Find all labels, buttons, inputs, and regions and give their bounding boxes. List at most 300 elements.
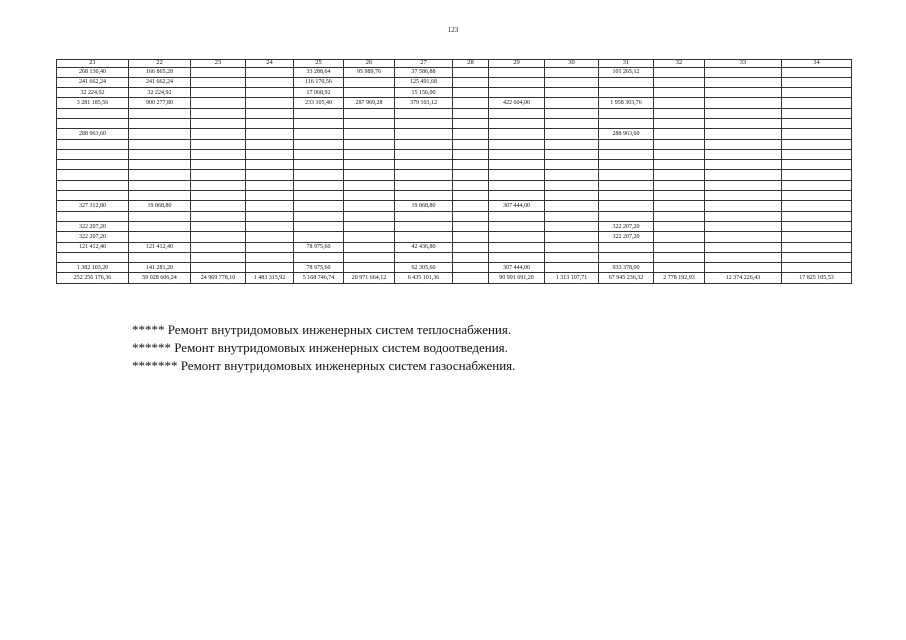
table-cell: 241 662,24 (57, 77, 129, 87)
table-cell (453, 129, 489, 139)
table-cell (129, 160, 191, 170)
table-cell: 24 969 778,10 (191, 273, 246, 283)
table-cell (57, 211, 129, 221)
table-cell (599, 180, 654, 190)
column-header: 21 (57, 60, 129, 68)
table-cell (705, 108, 782, 118)
table-cell (57, 170, 129, 180)
table-cell (705, 129, 782, 139)
column-header: 26 (344, 60, 395, 68)
table-cell: 62 305,60 (395, 263, 453, 273)
table-cell (129, 139, 191, 149)
table-cell (705, 221, 782, 231)
table-cell (191, 252, 246, 262)
table-cell (599, 108, 654, 118)
table-cell: 287 969,28 (344, 98, 395, 108)
table-cell: 17 825 105,53 (782, 273, 852, 283)
table-cell: 241 662,24 (129, 77, 191, 87)
table-cell (599, 252, 654, 262)
table-row (57, 180, 852, 190)
table-cell (129, 232, 191, 242)
table-cell (654, 149, 705, 159)
column-header: 33 (705, 60, 782, 68)
table-cell (191, 108, 246, 118)
table-cell (129, 170, 191, 180)
table-cell: 42 436,80 (395, 242, 453, 252)
table-cell (599, 201, 654, 211)
table-cell (191, 170, 246, 180)
table-cell: 307 444,00 (489, 201, 545, 211)
table-cell (453, 67, 489, 77)
table-cell (246, 211, 294, 221)
table-cell: 379 103,12 (395, 98, 453, 108)
table-cell (246, 67, 294, 77)
table-cell (489, 180, 545, 190)
table-cell (453, 263, 489, 273)
table-cell (453, 242, 489, 252)
table-row (57, 108, 852, 118)
table-cell (191, 211, 246, 221)
column-header: 31 (599, 60, 654, 68)
table-cell (294, 118, 344, 128)
table-cell: 5 168 746,74 (294, 273, 344, 283)
table-cell (246, 221, 294, 231)
table-cell (545, 98, 599, 108)
table-cell: 19 868,80 (395, 201, 453, 211)
table-cell (545, 77, 599, 87)
table-row (57, 170, 852, 180)
table-cell (57, 160, 129, 170)
table-cell (191, 129, 246, 139)
table-cell (395, 139, 453, 149)
table-cell (294, 252, 344, 262)
table-cell: 141 281,20 (129, 263, 191, 273)
table-cell (705, 160, 782, 170)
table-cell (57, 191, 129, 201)
table-cell (344, 232, 395, 242)
table-cell (705, 201, 782, 211)
table-cell: 3 281 185,56 (57, 98, 129, 108)
table-cell (395, 118, 453, 128)
column-header: 23 (191, 60, 246, 68)
table-cell: 78 975,60 (294, 242, 344, 252)
table-cell (129, 252, 191, 262)
table-cell (191, 242, 246, 252)
table-cell (246, 139, 294, 149)
table-cell (545, 67, 599, 77)
header-row (57, 60, 852, 68)
table-cell (545, 252, 599, 262)
table-cell (191, 191, 246, 201)
table-cell (599, 77, 654, 87)
table-cell: 17 068,92 (294, 88, 344, 98)
footnote-drainage: ****** Ремонт внутридомовых инженерных систем водоотведения. (132, 340, 508, 355)
table-cell (489, 160, 545, 170)
table-cell (489, 77, 545, 87)
table-cell (545, 232, 599, 242)
table-cell (191, 149, 246, 159)
table-cell (599, 242, 654, 252)
table-cell (489, 170, 545, 180)
table-cell: 422 604,00 (489, 98, 545, 108)
table-cell: 933 378,00 (599, 263, 654, 273)
table-cell (782, 118, 852, 128)
table-cell (599, 191, 654, 201)
table-cell (782, 180, 852, 190)
table-cell (246, 242, 294, 252)
table-cell (705, 77, 782, 87)
table-cell (705, 242, 782, 252)
footnotes (132, 321, 515, 375)
table-cell (782, 139, 852, 149)
total-row (57, 273, 852, 283)
table-cell (782, 77, 852, 87)
table-cell (654, 67, 705, 77)
table-cell (654, 191, 705, 201)
table-cell: 6 435 101,36 (395, 273, 453, 283)
table-cell (294, 191, 344, 201)
column-header: 25 (294, 60, 344, 68)
table-cell (453, 273, 489, 283)
table-cell (344, 201, 395, 211)
table-cell (654, 180, 705, 190)
column-header: 32 (654, 60, 705, 68)
table-cell (344, 88, 395, 98)
table-cell (654, 242, 705, 252)
table-cell (545, 118, 599, 128)
table-cell (782, 232, 852, 242)
table-cell (782, 160, 852, 170)
table-row (57, 252, 852, 262)
table-row (57, 139, 852, 149)
table-cell: 900 277,80 (129, 98, 191, 108)
table-cell (489, 191, 545, 201)
table-cell (344, 221, 395, 231)
table-cell (782, 263, 852, 273)
table-cell (489, 118, 545, 128)
table-row (57, 211, 852, 221)
table-cell (57, 180, 129, 190)
table-cell (599, 211, 654, 221)
table-cell (294, 201, 344, 211)
table-cell (453, 191, 489, 201)
table-cell (191, 88, 246, 98)
table-cell (294, 180, 344, 190)
table-cell (545, 242, 599, 252)
table-cell: 2 778 192,93 (654, 273, 705, 283)
table-cell (489, 242, 545, 252)
table-cell (344, 139, 395, 149)
table-cell (453, 160, 489, 170)
table-cell (782, 221, 852, 231)
table-row (57, 129, 852, 139)
table-cell (782, 98, 852, 108)
column-header: 29 (489, 60, 545, 68)
table-cell (453, 139, 489, 149)
column-header: 22 (129, 60, 191, 68)
table-cell (545, 129, 599, 139)
table-cell (191, 139, 246, 149)
table-cell: 101 265,12 (599, 67, 654, 77)
table-cell (246, 149, 294, 159)
table-cell (705, 211, 782, 221)
table-cell (489, 67, 545, 77)
table-cell: 233 105,40 (294, 98, 344, 108)
table-cell (191, 180, 246, 190)
table-cell (654, 118, 705, 128)
table-cell (782, 149, 852, 159)
table-cell (705, 67, 782, 77)
table-cell: 288 963,60 (57, 129, 129, 139)
table-cell (294, 232, 344, 242)
table-cell (453, 221, 489, 231)
table-cell (246, 263, 294, 273)
table-cell (344, 118, 395, 128)
table-cell (453, 252, 489, 262)
table-cell (453, 88, 489, 98)
table-cell (705, 232, 782, 242)
table-cell: 19 868,80 (129, 201, 191, 211)
table-row (57, 201, 852, 211)
table-cell: 78 975,60 (294, 263, 344, 273)
table-cell: 288 963,60 (599, 129, 654, 139)
table-cell (782, 191, 852, 201)
table-cell: 1 483 315,92 (246, 273, 294, 283)
table-cell (395, 180, 453, 190)
table-cell (246, 118, 294, 128)
table-cell (395, 129, 453, 139)
footnote-heating: ***** Ремонт внутридомовых инженерных систем теплоснабжения. (132, 322, 512, 337)
table-cell: 59 028 606,24 (129, 273, 191, 283)
table-cell (344, 149, 395, 159)
table-cell: 268 130,40 (57, 67, 129, 77)
table-cell: 90 991 691,20 (489, 273, 545, 283)
table-cell: 67 945 236,32 (599, 273, 654, 283)
table-cell (246, 180, 294, 190)
table-cell (654, 263, 705, 273)
table-cell (246, 170, 294, 180)
table-cell (453, 180, 489, 190)
table-cell (129, 118, 191, 128)
table-row (57, 242, 852, 252)
table-cell (705, 263, 782, 273)
table-cell (599, 139, 654, 149)
table-cell (453, 149, 489, 159)
table-cell (246, 129, 294, 139)
table-cell (705, 252, 782, 262)
table-cell (191, 160, 246, 170)
table-cell: 32 224,92 (129, 88, 191, 98)
table-cell (294, 170, 344, 180)
table-cell (246, 232, 294, 242)
table-cell (489, 88, 545, 98)
table-cell (599, 149, 654, 159)
table-cell (489, 252, 545, 262)
table-cell (395, 211, 453, 221)
table-cell (705, 98, 782, 108)
column-header: 30 (545, 60, 599, 68)
table-cell: 322 207,20 (57, 232, 129, 242)
table-cell (654, 108, 705, 118)
table-cell (545, 191, 599, 201)
table-cell: 1 313 107,71 (545, 273, 599, 283)
table-cell (57, 252, 129, 262)
table-cell (191, 232, 246, 242)
table-row (57, 149, 852, 159)
table-cell (453, 108, 489, 118)
table-cell (453, 232, 489, 242)
column-header: 24 (246, 60, 294, 68)
footnote-gas: ******* Ремонт внутридомовых инженерных систем газоснабжения. (132, 358, 516, 373)
table-cell (395, 170, 453, 180)
table-cell (545, 160, 599, 170)
table-cell (782, 201, 852, 211)
table-cell (191, 77, 246, 87)
table-cell: 252 256 176,36 (57, 273, 129, 283)
table-cell (654, 139, 705, 149)
table-cell (654, 252, 705, 262)
table-cell (489, 149, 545, 159)
table-cell (395, 191, 453, 201)
table-cell (453, 118, 489, 128)
table-cell (395, 108, 453, 118)
table-cell (453, 98, 489, 108)
table-cell (489, 108, 545, 118)
table-row (57, 191, 852, 201)
table-cell (395, 160, 453, 170)
table-cell (129, 129, 191, 139)
table-cell (705, 149, 782, 159)
table-cell (782, 170, 852, 180)
table-cell (599, 118, 654, 128)
table-cell (246, 77, 294, 87)
table-cell (294, 211, 344, 221)
table-cell (191, 118, 246, 128)
table-cell (129, 180, 191, 190)
table-cell (57, 108, 129, 118)
table-cell (545, 201, 599, 211)
table-cell (57, 118, 129, 128)
table-cell: 322 207,20 (599, 221, 654, 231)
table-cell: 1 382 103,20 (57, 263, 129, 273)
table-cell (395, 252, 453, 262)
table-cell (246, 201, 294, 211)
table-cell (246, 108, 294, 118)
table-cell (344, 129, 395, 139)
table-cell (545, 88, 599, 98)
table-cell (545, 221, 599, 231)
page-number: 123 (447, 26, 459, 34)
table-cell (654, 211, 705, 221)
table-cell (545, 108, 599, 118)
table-cell (395, 149, 453, 159)
table-cell (57, 149, 129, 159)
table-row (57, 118, 852, 128)
table-cell (294, 129, 344, 139)
table-cell (545, 170, 599, 180)
table-cell (782, 242, 852, 252)
table-cell (489, 129, 545, 139)
table-row (57, 263, 852, 273)
table-row (57, 221, 852, 231)
table-cell (57, 139, 129, 149)
table-cell (294, 139, 344, 149)
table-cell (344, 77, 395, 87)
column-header: 34 (782, 60, 852, 68)
table-cell (453, 211, 489, 221)
table-cell: 15 156,00 (395, 88, 453, 98)
table-row (57, 232, 852, 242)
table-cell (654, 170, 705, 180)
table-cell (246, 98, 294, 108)
table-cell (191, 98, 246, 108)
table-cell (782, 108, 852, 118)
table-cell: 32 224,92 (57, 88, 129, 98)
table-cell (705, 180, 782, 190)
table-cell (705, 88, 782, 98)
table-cell (654, 77, 705, 87)
table-cell (246, 191, 294, 201)
table-cell: 327 312,80 (57, 201, 129, 211)
table-cell: 121 412,40 (129, 242, 191, 252)
table-cell (545, 263, 599, 273)
table-cell: 37 586,88 (395, 67, 453, 77)
table-row (57, 67, 852, 77)
table-cell (654, 98, 705, 108)
table-cell (191, 221, 246, 231)
table-cell (129, 108, 191, 118)
table-cell (344, 211, 395, 221)
table-cell (129, 149, 191, 159)
table-cell (344, 108, 395, 118)
table-cell (344, 252, 395, 262)
table-cell (294, 149, 344, 159)
column-header: 28 (453, 60, 489, 68)
table-cell (705, 170, 782, 180)
table-cell (395, 221, 453, 231)
table-cell (654, 129, 705, 139)
table-cell (129, 191, 191, 201)
column-header: 27 (395, 60, 453, 68)
table-cell: 12 374 226,43 (705, 273, 782, 283)
table-cell (453, 170, 489, 180)
table-cell: 307 444,00 (489, 263, 545, 273)
table-cell (344, 242, 395, 252)
table-cell (344, 191, 395, 201)
table-cell (545, 139, 599, 149)
table-cell (489, 221, 545, 231)
table-cell (344, 263, 395, 273)
table-cell: 125 491,68 (395, 77, 453, 87)
table-cell (654, 232, 705, 242)
table-row (57, 98, 852, 108)
data-table (56, 59, 852, 284)
table-cell (191, 201, 246, 211)
table-cell (654, 221, 705, 231)
table-cell (129, 211, 191, 221)
table-cell (545, 149, 599, 159)
table-cell: 116 170,56 (294, 77, 344, 87)
table-cell: 95 989,76 (344, 67, 395, 77)
table-row (57, 77, 852, 87)
table-cell: 1 958 303,76 (599, 98, 654, 108)
table-cell (705, 139, 782, 149)
table-cell (782, 252, 852, 262)
table-cell (344, 170, 395, 180)
table-cell: 20 971 664,12 (344, 273, 395, 283)
table-cell: 322 207,20 (57, 221, 129, 231)
table-cell (654, 88, 705, 98)
